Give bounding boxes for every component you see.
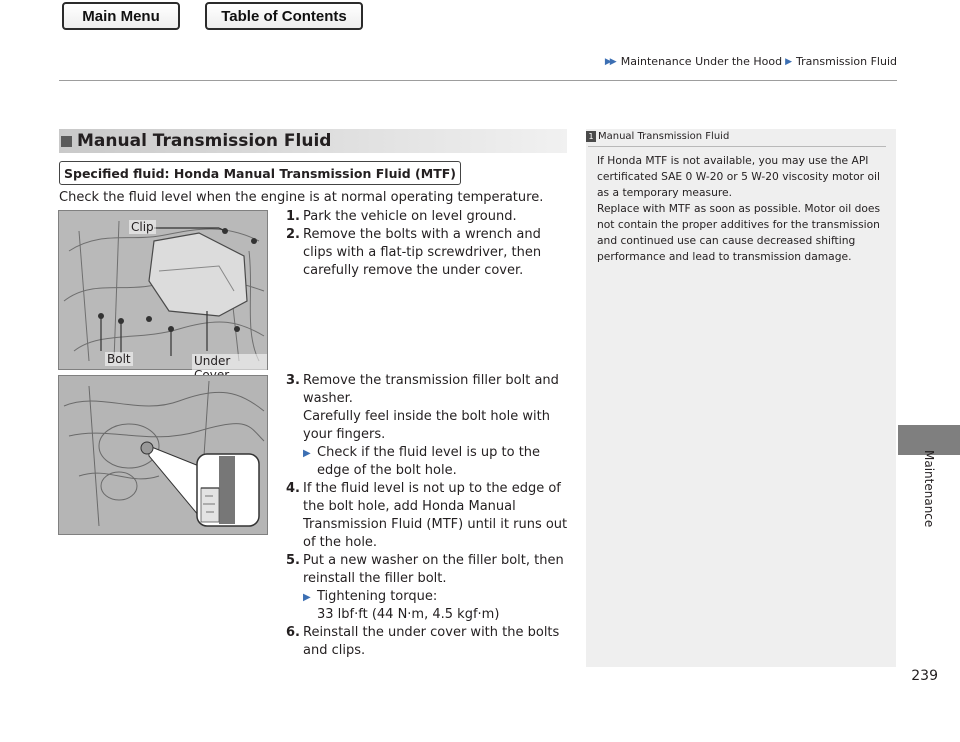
note-paragraph-1: If Honda MTF is not available, you may use the API certificated SAE 0 W-20 or 5 W-20 viscosity motor oil as a temporary measure.: [597, 154, 880, 199]
note-reference-icon: 1: [586, 131, 596, 142]
breadcrumb-item-transmission-fluid[interactable]: Transmission Fluid: [796, 55, 897, 68]
under-cover-label: Under: [192, 354, 267, 382]
note-paragraph-2: Replace with MTF as soon as possible. Motor oil does not contain the proper additives for the transmission and continued use can cause decreased shifting performance and lead to transmission damage.: [597, 202, 881, 263]
filler-bolt-drawing: [59, 376, 267, 534]
breadcrumb: [605, 55, 897, 68]
chapter-label: Maintenance: [922, 450, 936, 528]
specified-fluid-box: Specified fluid: Honda Manual Transmission Fluid (MTF): [59, 161, 461, 185]
step-2: 2. Remove the bolts with a wrench and clips with a flat-tip screwdriver, then carefully remove the under cover.: [286, 227, 542, 278]
step-6: 6. Reinstall the under cover with the bolts and clips.: [286, 625, 560, 658]
note-title: Manual Transmission Fluid: [598, 131, 730, 142]
header-divider: [59, 80, 897, 81]
page-number: 239: [911, 668, 938, 684]
step-1: 1. Park the vehicle on level ground.: [286, 209, 517, 224]
arrow-icon: ▶: [303, 448, 311, 459]
section-square-icon: [61, 136, 72, 147]
triangle-icon: ▶: [785, 56, 791, 67]
under-cover-illustration: [58, 210, 268, 370]
steps-list-upper: [286, 208, 571, 280]
clip-label: Clip: [131, 220, 154, 234]
steps-list-lower: [286, 372, 571, 660]
section-title: Manual Transmission Fluid: [77, 131, 332, 151]
step-5: 5. Put a new washer on the filler bolt, then reinstall the filler bolt. ▶ Tightening torque: 33 lbf·ft (44 N·m, 4.5 kgf·m): [286, 553, 564, 622]
breadcrumb-item-maintenance-under-hood[interactable]: Maintenance Under the Hood: [620, 55, 783, 68]
step-3: 3. Remove the transmission filler bolt and washer. Carefully feel inside the bolt hole with your fingers. ▶ Check if the fluid level is up to the edge of the bolt hole.: [286, 373, 559, 478]
double-triangle-icon: ▶▶: [604, 56, 615, 67]
under-cover-drawing: [59, 211, 267, 369]
side-note-panel: [586, 129, 896, 667]
bolt-label: Bolt: [107, 352, 131, 366]
table-of-contents-button[interactable]: Table of Contents: [205, 2, 363, 30]
arrow-icon: ▶: [303, 592, 311, 603]
filler-bolt-illustration: [58, 375, 268, 535]
section-header: [59, 129, 567, 153]
main-menu-button[interactable]: Main Menu: [62, 2, 180, 30]
step-4: 4. If the fluid level is not up to the edge of the bolt hole, add Honda Manual Transmission Fluid (MTF) until it runs out of the hole.: [286, 481, 568, 550]
intro-text: Check the fluid level when the engine is at normal operating temperature.: [59, 190, 544, 205]
